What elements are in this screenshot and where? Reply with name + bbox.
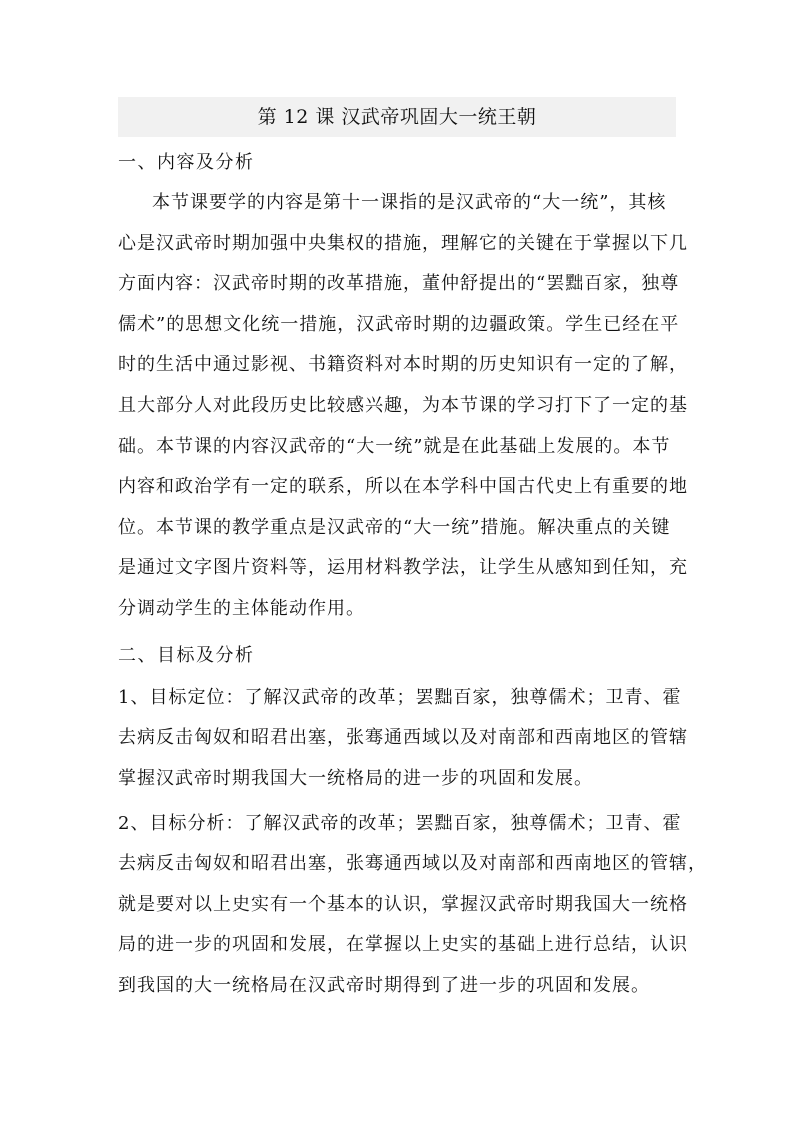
objective-line: 局的进一步的巩固和发展，在掌握以上史实的基础上进行总结，认识 — [118, 934, 688, 955]
paragraph-line: 位。本节课的教学重点是汉武帝的“大一统”措施。解决重点的关键 — [118, 517, 671, 538]
document-title: 第 12 课 汉武帝巩固大一统王朝 — [257, 106, 537, 128]
section-heading-objectives: 二、目标及分析 — [118, 645, 255, 666]
paragraph-line: 方面内容：汉武帝时期的改革措施，董仲舒提出的“罢黜百家，独尊 — [118, 273, 680, 294]
section-heading-content-analysis: 一、内容及分析 — [118, 152, 255, 173]
paragraph-line: 是通过文字图片资料等，运用材料教学法，让学生从感知到任知，充 — [118, 557, 688, 578]
paragraph-line: 儒术”的思想文化统一措施，汉武帝时期的边疆政策。学生已经在平 — [118, 314, 680, 335]
objective-line: 掌握汉武帝时期我国大一统格局的进一步的巩固和发展。 — [118, 768, 593, 789]
paragraph-line: 内容和政治学有一定的联系，所以在本学科中国古代史上有重要的地 — [118, 476, 688, 497]
paragraph-line: 心是汉武帝时期加强中央集权的措施，理解它的关键在于掌握以下几 — [118, 233, 688, 254]
paragraph-line: 本节课要学的内容是第十一课指的是汉武帝的“大一统”，其核 — [152, 192, 667, 213]
objective-line: 1、目标定位：了解汉武帝的改革；罢黜百家，独尊儒术；卫青、霍 — [118, 687, 682, 708]
paragraph-line: 分调动学生的主体能动作用。 — [118, 598, 365, 619]
objective-line: 就是要对以上史实有一个基本的认识，掌握汉武帝时期我国大一统格 — [118, 894, 688, 915]
objective-line: 去病反击匈奴和昭君出塞，张骞通西域以及对南部和西南地区的管辖， — [118, 853, 707, 874]
objective-line: 到我国的大一统格局在汉武帝时期得到了进一步的巩固和发展。 — [118, 975, 650, 996]
paragraph-line: 时的生活中通过影视、书籍资料对本时期的历史知识有一定的了解， — [118, 354, 688, 375]
objective-line: 2、目标分析：了解汉武帝的改革；罢黜百家，独尊儒术；卫青、霍 — [118, 813, 682, 834]
paragraph-line: 础。本节课的内容汉武帝的“大一统”就是在此基础上发展的。本节 — [118, 436, 671, 457]
paragraph-line: 且大部分人对此段历史比较感兴趣，为本节课的学习打下了一定的基 — [118, 395, 688, 416]
objective-line: 去病反击匈奴和昭君出塞，张骞通西域以及对南部和西南地区的管辖 — [118, 727, 688, 748]
